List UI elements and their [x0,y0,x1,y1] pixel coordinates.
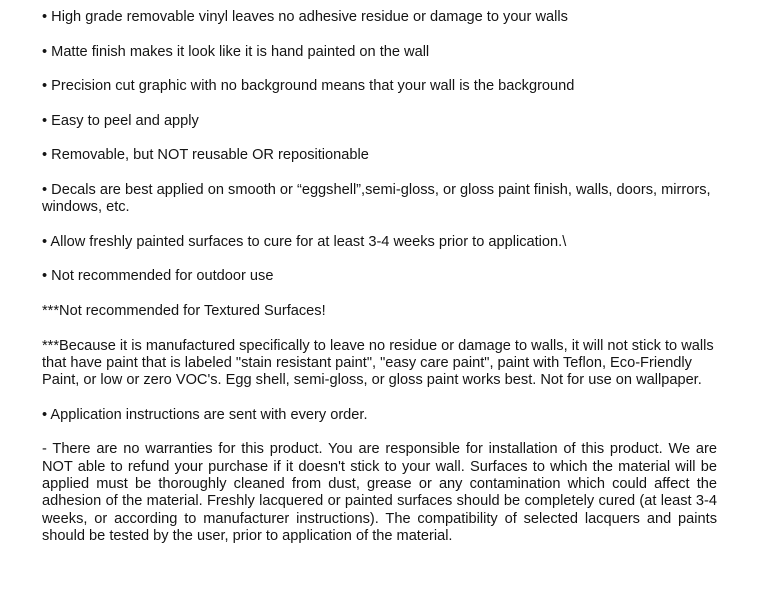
product-description [42,9,717,545]
bullet-removable-vinyl: • High grade removable vinyl leaves no adhesive residue or damage to your walls [42,9,568,25]
bullet-removable-not-reusable: • Removable, but NOT reusable OR repositionable [42,147,369,164]
bullet-not-outdoor: • Not recommended for outdoor use [42,268,274,285]
bullet-easy-peel: • Easy to peel and apply [42,112,199,129]
warning-paint-types: ***Because it is manufactured specifically to leave no residue or damage to walls, it will not stick to walls that have paint that is labeled "stain resistant paint", "easy care paint", paint with Teflon, Eco-Friendly Paint, or low or zero VOC's. Egg shell, semi-gloss, or gloss paint works best. Not for use on wallpaper. [42,337,714,389]
bullet-application-surfaces: • Decals are best applied on smooth or “eggshell”,semi-gloss, or gloss paint finish, walls, doors, mirrors, windows, etc. [42,181,711,216]
bullet-cure-time: • Allow freshly painted surfaces to cure for at least 3-4 weeks prior to application.\ [42,233,567,250]
bullet-matte-finish: • Matte finish makes it look like it is hand painted on the wall [42,43,430,60]
bullet-precision-cut: • Precision cut graphic with no background means that your wall is the background [42,78,575,95]
bullet-instructions-included: • Application instructions are sent with every order. [42,406,368,423]
warning-textured-surfaces: ***Not recommended for Textured Surfaces! [42,303,326,320]
warranty-disclaimer: - There are no warranties for this product. You are responsible for installation of this product. We are NOT able to refund your purchase if it doesn't stick to your wall. Surfaces to which the material will be applied must be thoroughly cleaned from dust, grease or any contamination which could affect the adhesion of the material. Freshly lacquered or painted surfaces should be completely cured (at least 3-4 weeks, or according to manufacturer instructions). The compatibility of selected lacquers and paints should be tested by the user, prior to application of the material. [42,441,717,544]
